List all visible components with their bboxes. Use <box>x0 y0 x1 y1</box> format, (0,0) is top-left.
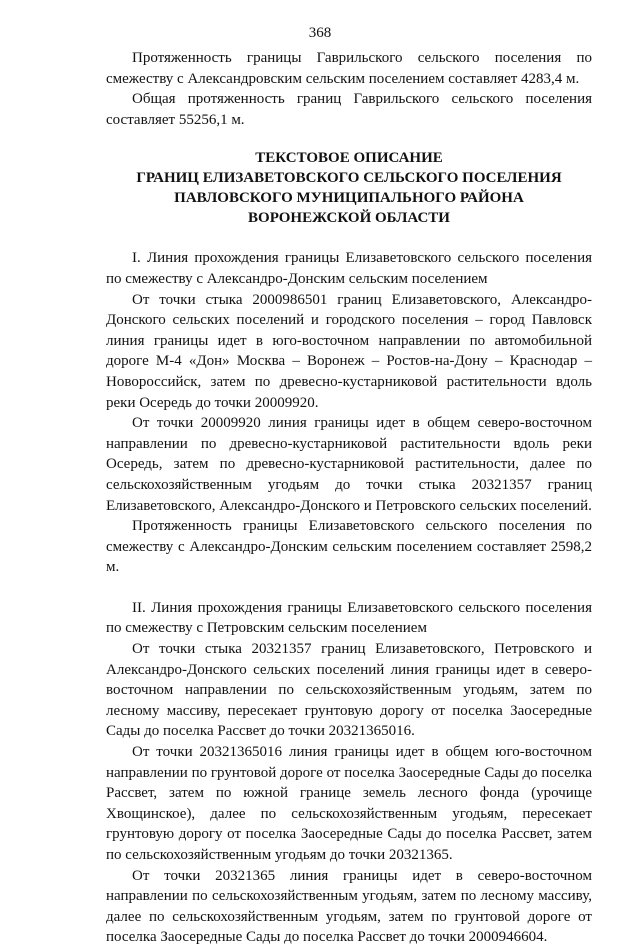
title-line-4: ВОРОНЕЖСКОЙ ОБЛАСТИ <box>248 210 450 227</box>
title-line-2: ГРАНИЦ ЕЛИЗАВЕТОВСКОГО СЕЛЬСКОГО ПОСЕЛЕНИЯ <box>136 170 562 187</box>
section-2-heading: II. Линия прохождения границы Елизаветовского сельского поселения по смежеству с Петровским сельским поселением <box>106 599 592 637</box>
spacer <box>106 578 592 598</box>
section-2-paragraph-1: От точки стыка 20321357 границ Елизаветовского, Петровского и Александро-Донского сельских поселений линия границы идет в северо-восточном направлении по сельскохозяйственным угодьям, затем по лесному массиву, пересекает грунтовую дорогу от поселка Заосередные Сады до поселка Рассвет до точки 20321365016. <box>106 641 592 740</box>
section-1 <box>106 248 592 578</box>
section-2-paragraph-2: От точки 20321365016 линия границы идет в общем юго-восточном направлении по грунтовой дороге от поселка Заосередные Сады до поселка Рассвет, затем по южной границе земель лесного фонда (урочище Хвощинское), далее по сельскохозяйственным угодьям, пересекает грунтовую дорогу от поселка Заосередные Сады до поселка Рассвет, затем по сельскохозяйственным угодьям до точки 20321365. <box>106 744 592 863</box>
section-1-paragraph-2: От точки 20009920 линия границы идет в общем северо-восточном направлении по древесно-кустарниковой растительности вдоль реки Осередь, затем по древесно-кустарниковой растительности, далее по сельскохозяйственным угодьям до точки стыка 20321357 границ Елизаветовского, Александро-Донского и Петровского сельских поселений. <box>106 415 592 514</box>
intro-paragraph-1: Протяженность границы Гаврильского сельского поселения по смежеству с Александровским сельским поселением составляет 4283,4 м. <box>106 50 592 87</box>
spacer <box>106 228 592 248</box>
section-1-paragraph-3: Протяженность границы Елизаветовского сельского поселения по смежеству с Александро-Донским сельским поселением составляет 2598,2 м. <box>106 518 592 576</box>
section-2 <box>106 598 592 948</box>
document-title <box>106 148 592 228</box>
section-2-paragraph-3: От точки 20321365 линия границы идет в северо-восточном направлении по сельскохозяйственным угодьям, затем по лесному массиву, далее по сельскохозяйственным угодьям, затем по грунтовой дороге от поселка Заосередные Сады до поселка Рассвет до точки 2000946604. <box>106 867 592 946</box>
title-line-3: ПАВЛОВСКОГО МУНИЦИПАЛЬНОГО РАЙОНА <box>174 190 524 207</box>
title-line-1: ТЕКСТОВОЕ ОПИСАНИЕ <box>255 150 443 167</box>
section-1-paragraph-1: От точки стыка 2000986501 границ Елизаветовского, Александро-Донского сельских поселений и городского поселения – город Павловск линия границы идет в юго-восточном направлении по автомобильной дороге М-4 «Дон» Москва – Воронеж – Ростов-на-Дону – Краснодар – Новороссийск, затем по древесно-кустарниковой растительности вдоль реки Осередь до точки 20009920. <box>106 291 592 411</box>
page-number: 368 <box>308 25 332 41</box>
section-1-heading: I. Линия прохождения границы Елизаветовского сельского поселения по смежеству с Александро-Донским сельским поселением <box>106 250 592 287</box>
intro-paragraph-2: Общая протяженность границ Гаврильского сельского поселения составляет 55256,1 м. <box>106 91 592 128</box>
document-body <box>106 48 592 948</box>
